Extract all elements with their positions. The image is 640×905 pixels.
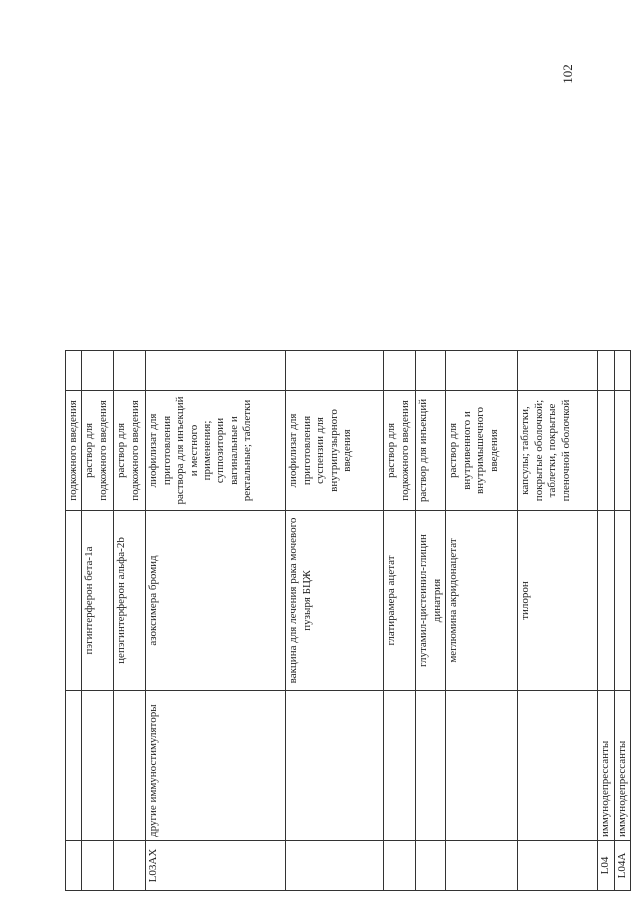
rotated-table-container <box>65 351 628 891</box>
group-cell <box>66 691 82 841</box>
table-row <box>146 351 286 891</box>
drug-name-cell <box>614 511 630 691</box>
drug-table <box>65 350 631 891</box>
extra-cell <box>518 351 598 391</box>
group-cell <box>518 691 598 841</box>
group-cell: другие иммуностимуляторы <box>146 691 286 841</box>
group-cell <box>286 691 384 841</box>
extra-cell <box>614 351 630 391</box>
extra-cell <box>384 351 416 391</box>
extra-cell <box>146 351 286 391</box>
drug-name-cell: глатирамера ацетат <box>384 511 416 691</box>
table-row <box>614 351 630 891</box>
group-cell <box>82 691 114 841</box>
dosage-form-cell: раствор для внутривенного и внутримышечного введения <box>446 391 518 511</box>
extra-cell <box>82 351 114 391</box>
dosage-form-cell: раствор для подкожного введения <box>114 391 146 511</box>
drug-name-cell <box>66 511 82 691</box>
group-cell <box>446 691 518 841</box>
drug-name-cell: меглюмина акридонацетат <box>446 511 518 691</box>
atc-code-cell <box>384 841 416 891</box>
table-row <box>446 351 518 891</box>
group-cell <box>114 691 146 841</box>
dosage-form-cell: лиофилизат для приготовления суспензии для внутрипузырного введения <box>286 391 384 511</box>
page-number: 102 <box>559 64 575 84</box>
drug-name-cell: глутамил-цистеинил-глицин динатрия <box>416 511 446 691</box>
dosage-form-cell <box>614 391 630 511</box>
drug-name-cell: вакцина для лечения рака мочевого пузыря БЦЖ <box>286 511 384 691</box>
extra-cell <box>286 351 384 391</box>
table-row <box>416 351 446 891</box>
dosage-form-cell: капсулы; таблетки, покрытые оболочкой; таблетки, покрытые пленочной оболочкой <box>518 391 598 511</box>
extra-cell <box>66 351 82 391</box>
drug-name-cell <box>598 511 614 691</box>
extra-cell <box>446 351 518 391</box>
group-cell <box>384 691 416 841</box>
table-row <box>598 351 614 891</box>
extra-cell <box>416 351 446 391</box>
atc-code-cell: L04 <box>598 841 614 891</box>
dosage-form-cell: раствор для подкожного введения <box>384 391 416 511</box>
group-cell: иммунодепрессанты <box>598 691 614 841</box>
extra-cell <box>598 351 614 391</box>
atc-code-cell: L03AX <box>146 841 286 891</box>
atc-code-cell <box>66 841 82 891</box>
drug-table-body <box>66 351 631 891</box>
table-row <box>384 351 416 891</box>
dosage-form-cell: раствор для подкожного введения <box>82 391 114 511</box>
dosage-form-cell <box>598 391 614 511</box>
table-row <box>286 351 384 891</box>
drug-name-cell: пэгинтерферон бета-1a <box>82 511 114 691</box>
group-cell: иммунодепрессанты <box>614 691 630 841</box>
group-cell <box>416 691 446 841</box>
extra-cell <box>114 351 146 391</box>
atc-code-cell: L04A <box>614 841 630 891</box>
table-row <box>66 351 82 891</box>
atc-code-cell <box>286 841 384 891</box>
table-row <box>518 351 598 891</box>
drug-name-cell: цепэгинтерферон альфа-2b <box>114 511 146 691</box>
atc-code-cell <box>114 841 146 891</box>
table-row <box>114 351 146 891</box>
atc-code-cell <box>446 841 518 891</box>
drug-name-cell: тилорон <box>518 511 598 691</box>
atc-code-cell <box>416 841 446 891</box>
dosage-form-cell: подкожного введения <box>66 391 82 511</box>
drug-name-cell: азоксимера бромид <box>146 511 286 691</box>
table-row <box>82 351 114 891</box>
dosage-form-cell: раствор для инъекций <box>416 391 446 511</box>
dosage-form-cell: лиофилизат для приготовления раствора для инъекций и местного применения; суппозитории вагинальные и ректальные; таблетки <box>146 391 286 511</box>
atc-code-cell <box>82 841 114 891</box>
atc-code-cell <box>518 841 598 891</box>
